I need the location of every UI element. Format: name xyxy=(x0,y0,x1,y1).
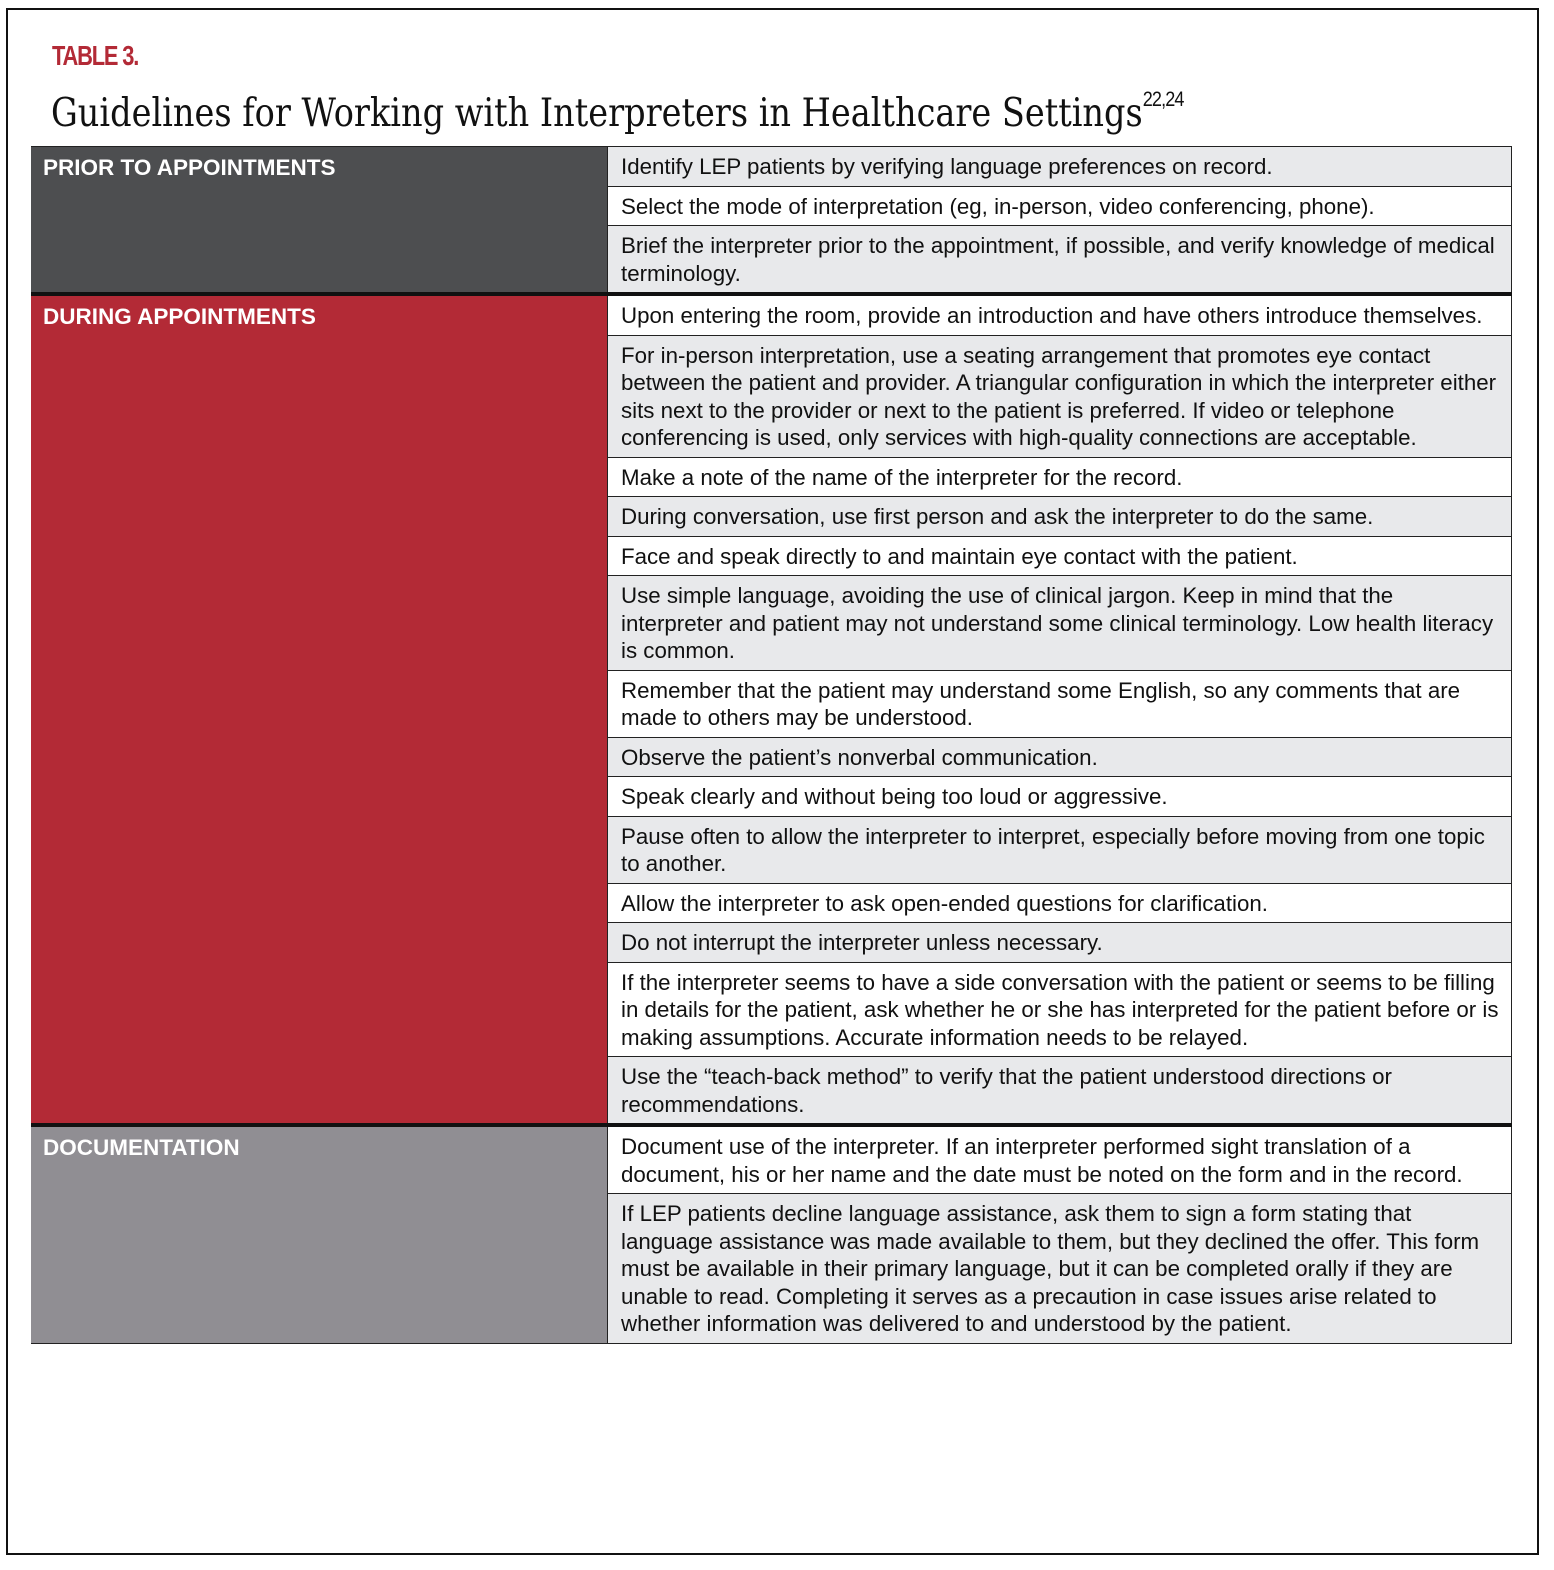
guideline-row: Document use of the interpreter. If an interpreter performed sight translation of a document, his or her name and the date must be noted on the form and in the record. xyxy=(608,1127,1511,1193)
table-label: TABLE 3. xyxy=(52,40,139,71)
title-references: 22,24 xyxy=(1142,88,1184,111)
group-during-appointments xyxy=(31,292,1512,1123)
guideline-row: Do not interrupt the interpreter unless necessary. xyxy=(608,922,1511,962)
guideline-row: Make a note of the name of the interpreter for the record. xyxy=(608,457,1511,497)
guideline-row: Remember that the patient may understand some English, so any comments that are made to others may be understood. xyxy=(608,670,1511,737)
guideline-row: Pause often to allow the interpreter to interpret, especially before moving from one topic to another. xyxy=(608,816,1511,883)
group-documentation xyxy=(31,1123,1512,1343)
guideline-row: Use the “teach-back method” to verify that the patient understood directions or recommendations. xyxy=(608,1056,1511,1123)
guideline-row: Face and speak directly to and maintain eye contact with the patient. xyxy=(608,536,1511,576)
table-title xyxy=(51,88,1184,136)
guideline-row: Upon entering the room, provide an introduction and have others introduce themselves. xyxy=(608,296,1511,335)
guideline-row: Brief the interpreter prior to the appointment, if possible, and verify knowledge of medical terminology. xyxy=(608,225,1511,292)
group-rows xyxy=(608,296,1512,1123)
guideline-row: For in-person interpretation, use a seating arrangement that promotes eye contact between the patient and provider. A triangular configuration in which the interpreter either sits next to the provider or next to the patient is preferred. If video or telephone conferencing is used, only services with high-quality connections are acceptable. xyxy=(608,335,1511,457)
guideline-row: Identify LEP patients by verifying language preferences on record. xyxy=(608,147,1511,186)
category-cell: DURING APPOINTMENTS xyxy=(31,296,608,1123)
category-cell: PRIOR TO APPOINTMENTS xyxy=(31,147,608,292)
guideline-row: If LEP patients decline language assistance, ask them to sign a form stating that language assistance was made available to them, but they declined the offer. This form must be available in their primary language, but it can be completed orally if they are unable to read. Completing it serves as a precaution in case issues arise related to whether information was delivered to and understood by the patient. xyxy=(608,1193,1511,1343)
guideline-row: Observe the patient’s nonverbal communication. xyxy=(608,737,1511,777)
guideline-row: Speak clearly and without being too loud or aggressive. xyxy=(608,776,1511,816)
title-text: Guidelines for Working with Interpreters in Healthcare Settings xyxy=(51,91,1143,136)
guideline-row: Use simple language, avoiding the use of clinical jargon. Keep in mind that the interpreter and patient may not understand some clinical terminology. Low health literacy is common. xyxy=(608,575,1511,670)
group-rows xyxy=(608,147,1512,292)
guideline-row: Select the mode of interpretation (eg, in-person, video conferencing, phone). xyxy=(608,186,1511,226)
group-prior-to-appointments xyxy=(31,147,1512,292)
guideline-row: Allow the interpreter to ask open-ended questions for clarification. xyxy=(608,883,1511,923)
guideline-row: During conversation, use first person and ask the interpreter to do the same. xyxy=(608,496,1511,536)
category-cell: DOCUMENTATION xyxy=(31,1127,608,1343)
guidelines-table xyxy=(31,146,1512,1344)
group-rows xyxy=(608,1127,1512,1343)
guideline-row: If the interpreter seems to have a side conversation with the patient or seems to be filling in details for the patient, ask whether he or she has interpreted for the patient before or is making assumptions. Accurate information needs to be relayed. xyxy=(608,962,1511,1057)
